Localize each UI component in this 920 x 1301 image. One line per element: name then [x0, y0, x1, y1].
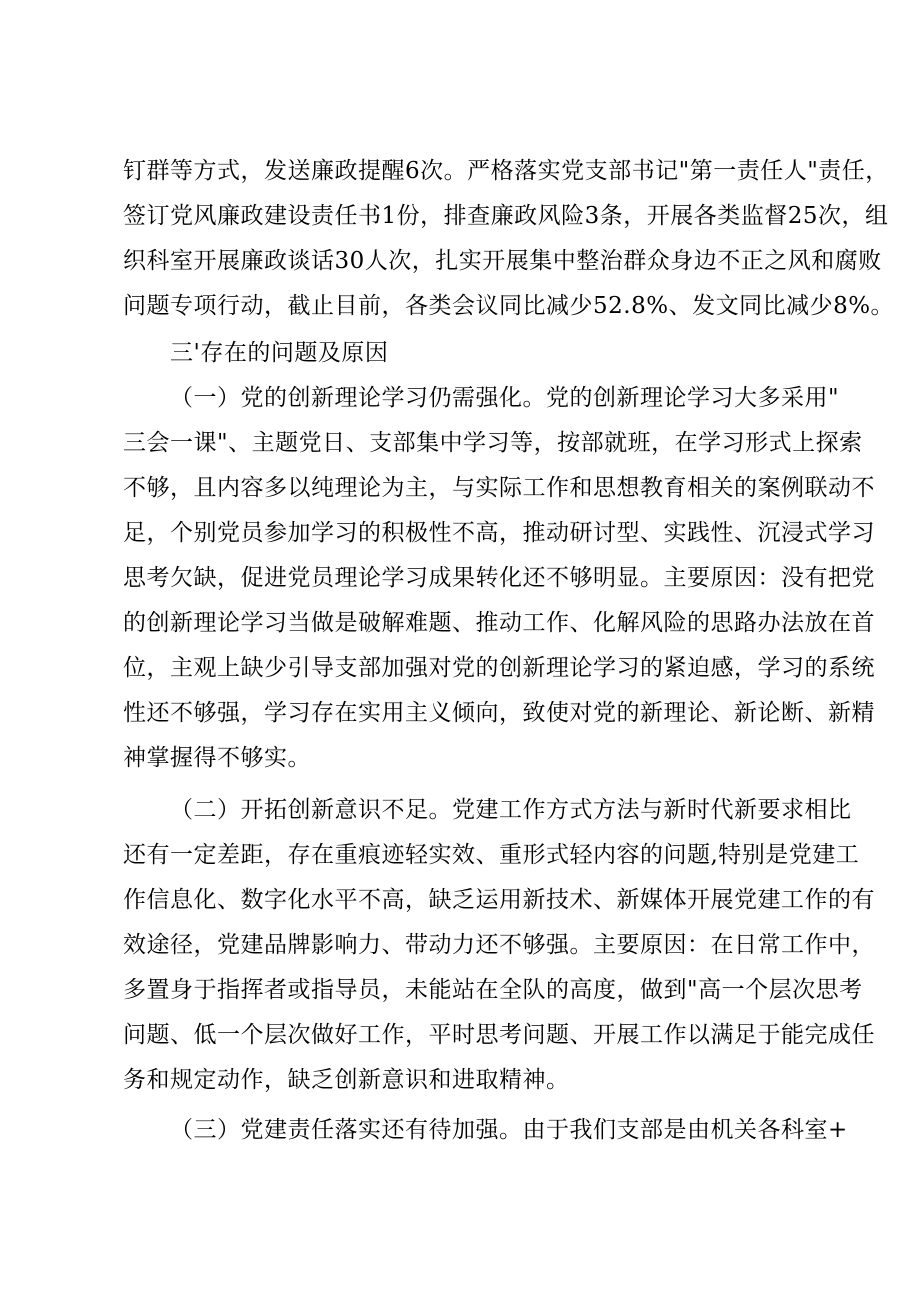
text-line-19: 多置身于指挥者或指导员，未能站在全队的高度，做到"高一个层次思考	[123, 977, 863, 1003]
text-line-6: （一）党的创新理论学习仍需强化。党的创新理论学习大多采用"	[170, 385, 840, 411]
text-line-11: 的创新理论学习当做是破解难题、推动工作、化解风险的思路办法放在首	[123, 610, 875, 636]
section-heading: 三'存在的问题及原因	[170, 340, 389, 366]
text-line-8: 不够，且内容多以纯理论为主，与实际工作和思想教育相关的案例联动不	[123, 475, 875, 501]
text-line-13: 性还不够强，学习存在实用主义倾向，致使对党的新理论、新论断、新精	[123, 700, 875, 726]
text-line-15: （二）开拓创新意识不足。党建工作方式方法与新时代新要求相比	[170, 797, 852, 823]
text-line-20: 问题、低一个层次做好工作，平时思考问题、开展工作以满足于能完成任	[123, 1022, 875, 1048]
text-line-12: 位，主观上缺少引导支部加强对党的创新理论学习的紧迫感，学习的系统	[123, 655, 875, 681]
text-line-16: 还有一定差距，存在重痕迹轻实效、重形式轻内容的问题,特别是党建工	[123, 842, 860, 868]
text-line-7: 三会一课"、主题党日、支部集中学习等，按部就班，在学习形式上探索	[123, 430, 863, 456]
text-line-4: 问题专项行动，截止目前，各类会议同比减少52.8%、发文同比减少8%。	[123, 293, 895, 319]
text-line-21: 务和规定动作，缺乏创新意识和进取精神。	[123, 1067, 570, 1093]
text-line-9: 足，个别党员参加学习的积极性不高，推动研讨型、实践性、沉浸式学习	[123, 520, 875, 546]
text-line-10: 思考欠缺，促进党员理论学习成果转化还不够明显。主要原因：没有把党	[123, 565, 875, 591]
text-line-14: 神掌握得不够实。	[123, 745, 311, 771]
text-line-3: 织科室开展廉政谈话30人次，扎实开展集中整治群众身边不正之风和腐败	[123, 248, 882, 274]
text-line-17: 作信息化、数字化水平不高，缺乏运用新技术、新媒体开展党建工作的有	[123, 887, 875, 913]
text-line-1: 钉群等方式，发送廉政提醒6次。严格落实党支部书记"第一责任人"责任，	[123, 158, 889, 184]
text-line-2: 签订党风廉政建设责任书1份，排查廉政风险3条，开展各类监督25次，组	[123, 203, 889, 229]
text-line-22: （三）党建责任落实还有待加强。由于我们支部是由机关各科室+	[170, 1117, 848, 1143]
text-line-18: 效途径，党建品牌影响力、带动力还不够强。主要原因：在日常工作中，	[123, 932, 875, 958]
